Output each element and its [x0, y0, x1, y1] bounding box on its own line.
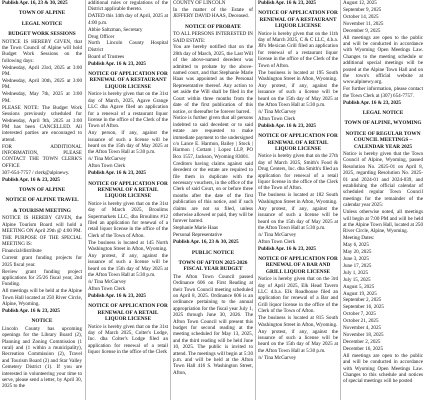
column-divider	[170, 0, 171, 400]
notice-text: The business is located at 195 South Washington Street in Afton, Wyoming.	[258, 69, 338, 82]
notice-text: Personal Representative	[173, 232, 223, 239]
notice-text: August 19, 2025	[343, 290, 377, 297]
notice-text: Any protest, if any, against the issuance of such a license will be heard on the 15th day of May 2025 at the Afton Town Hall at 5:30 p.m.	[258, 205, 338, 231]
publish-line: Publish Apr. 16 & 23, 2025	[88, 170, 146, 177]
notice-heading: TOWN OF ALPINE	[18, 10, 66, 17]
notice-text: The Afton Town Council passed Ordinance 606 on First Reading at their Town Council meeting scheduled on April 8, 2025. Ordinance 606 is an ordinance pertaining to the annual appropriation for the fiscal year July 1, 2025 through June 30, 2026. The Afton Town Council will present this budget for second reading at the meeting scheduled for May 13, 2025, and the third reading will be held June 10, 2025. The public is invited to attend. The meetings will begin at 5:30 p.m. and will be held at the Afton Town Hall 416 S. Washington Street, Afton,	[173, 273, 253, 376]
notice-text: Meeting Dates:	[343, 235, 375, 242]
notice-text: May 6, 2025	[343, 242, 369, 249]
notice-text: October 14, 2025	[343, 13, 379, 20]
notice-text: TO ALL PERSONS INTERESTED IN SAID ESTATE:	[173, 31, 253, 44]
notice-text: All meetings are open to the public and will be conducted in accordance with Wyoming Open Meetings Law. Changes to the meeting schedule or additional special meetings will be posted at the Alpine Town Hall and on the town's official website at www.alpinewy.org.	[343, 34, 423, 86]
notice-text: July 1, 2025	[343, 269, 369, 276]
notice-text: All meetings will be held at the Alpine Town Hall located at 250 River Circle, Alpine, Wyoming.	[2, 288, 82, 308]
notice-heading: NOTICE OF APPLICATION FOR RENEWAL OF A RETAIL LIQUOR LICENSE	[88, 180, 168, 200]
notice-heading: TOWN OF AFTON 2025-2026 FISCAL YEAR BUDGET	[178, 259, 248, 273]
notice-text: Afton Town Clerk	[258, 115, 296, 122]
column-3	[173, 0, 253, 400]
notice-text: /s/ Tina McGarvey	[88, 156, 127, 163]
notice-text: August 12, 2025	[343, 0, 377, 6]
notice-text: Afton Town Clerk	[258, 238, 296, 245]
notice-text: The business is located at 182 South Washington Street in Afton, Wyoming.	[258, 192, 338, 205]
notice-text: December 16, 2025	[343, 345, 384, 352]
notice-text: Notice is hereby given that on the 31st day of March, 2025, Agave Grange LLC dba Agave filed an application for a renewal of a restaurant liquor license in the office of the Clerk of the Town of Afton.	[88, 91, 168, 130]
publish-line: Publish Apr. 16 & 23, 2025	[258, 122, 316, 129]
notice-text: Abbie Saltzman, Secretary	[88, 26, 143, 33]
notice-text: The business is located at 145 North Washington Street in Afton, Wyoming.	[88, 239, 168, 253]
notice-text: November 4, 2025	[343, 325, 382, 332]
notice-heading: & TOURISM MEETING	[13, 207, 71, 214]
notice-text: Afton Town Clerk	[88, 286, 126, 293]
notice-text: The business is located at 815 South Washington Street in Afton, Wyoming.	[258, 315, 338, 328]
notice-text: Notice is hereby given that the Town Council of Alpine, Wyoming, passed Resolution No. 2025-01 on April 8, 2025, regarding Resolution No. 2025-01 and 2024-01 and 2024-039, and establishing the official calendar of scheduled regular Town Council meetings for the remainder of the calendar year 2025:	[343, 151, 423, 209]
notice-text: Any protest, if any, against the issuance of such a license will be heard on the 15th day of May 2025 at the Afton Town Hall at 5:30 p.m.	[258, 328, 338, 354]
notice-text: August 5, 2025	[343, 283, 375, 290]
notice-text: September 16, 2025	[343, 304, 384, 311]
column-4	[258, 0, 338, 400]
notice-text: Notice is hereby given that on the 31st day of March 2025, Broulims Supermarkets LLC, dba Broulims #12 filed an application for renewal of a retail liquor license in the office of the Clerk of the Town of Afton.	[88, 200, 168, 239]
notice-text: COUNTY OF LINCOLN	[173, 0, 226, 6]
notice-text: /s/ Tina McGarvey	[258, 231, 297, 238]
publish-line: Publish Apr. 16, 23 & 30, 2025	[2, 0, 68, 6]
notice-heading: TOWN OF ALPINE, WYOMING	[344, 120, 422, 127]
notice-text: June 3, 2025	[343, 256, 369, 263]
notice-text: Notice is hereby given that on the 31st day of March 2025, Colter's Lodge, Inc. dba Colter's Lodge filed an application for renewal of a retail liquor license in the office of the Clerk	[88, 323, 168, 356]
publish-line: Publish Apr. 16 & 23, 2025	[343, 99, 401, 106]
notice-text: December 2, 2025	[343, 338, 381, 345]
notice-heading: NOTICE OF APPLICATION FOR RENEWAL OF A RETAIL LIQUOR LICENSE	[88, 303, 168, 323]
notice-text: additional rules or regulations of the District applicable thereto.	[88, 0, 168, 13]
notice-text: For further information, please contact the Town Clerk at (307) 654-7757.	[343, 86, 423, 99]
notice-text: Any person, if any, against the issuance of such a license will be heard on the 15th day of May 2025 at the Afton Town Hall at 5:30 p.m.	[88, 130, 168, 156]
notice-text: Wednesday, April 23rd, 2025 at 3:00 PM.	[2, 64, 82, 78]
notice-text: DATED this 14th day of April, 2025 at 4:00 p.m.	[88, 13, 168, 26]
column-1	[2, 0, 82, 400]
notice-text: Creditors having claims against said decedent or the estate are required to file them in duplicate with the necessary vouchers, in the office of the Clerk of said Court, on or before three months after the date of the first publication of this notice, and if such claims are not so filed, unless otherwise allowed or paid, they will be forever barred.	[173, 160, 253, 225]
notice-text: Wednesday, April 30th, 2025 at 3:00 PM.	[2, 78, 82, 91]
column-divider	[255, 0, 256, 400]
notice-text: Stephanie Marie Haas	[173, 225, 218, 232]
notice-heading: PUBLIC NOTICE	[191, 249, 235, 256]
notice-text: June 17, 2025	[343, 262, 372, 269]
notice-text: FOR ADDITIONAL INFORMATION, PLEASE CONTACT THE TOWN CLERK'S OFFICE	[2, 143, 82, 169]
notice-heading: TOWN OF ALPINE	[18, 187, 66, 194]
notice-text: May 20, 2025	[343, 249, 372, 256]
notice-text: NOTICE IS HEREBY GIVEN, the Alpine Tourism Board will hold a MEETING ON April 29th @ 4:00 PM.	[2, 215, 82, 235]
publish-line: Publish Apr. 16 & 23, 2025	[88, 60, 146, 67]
notice-heading: NOTICE	[31, 318, 53, 325]
notice-text: Notice is hereby given that on the 3rd day of April 2025, Elk Head Tavern LLC d.b.a. Elk Roadhouse filed an application for renewal of a Bar and Grill liquor license in the office of the Clerk of the Town of Afton.	[258, 276, 338, 315]
publish-line: Publish Apr. 16 & 23, 2025	[258, 0, 316, 6]
notice-text: Any protest, if any, against the issuance of such a license will be heard on the 15th day of May 2025 at the Afton Town Hall at 5:30 p.m.	[88, 253, 168, 279]
notice-text: Lincoln County has upcoming openings for the Library Board (2), Planning and Zoning Commission (1 rural) and (1 within a municipality), Recreation Commission (2), Travel and Tourism Board (2) and Star Valley Cemetery District (1). If you are interested in volunteering your time to serve, please send a letter, by April 30, 2025 to the	[2, 325, 82, 390]
notice-text: Unless otherwise noted, all meetings will begin at 7:00 PM and will be held at the Alpine Town Hall, located at 250 River Circle, Alpine, Wyoming.	[343, 209, 423, 235]
notice-text: Board of Trustees	[88, 53, 125, 60]
notice-heading: NOTICE OF APPLICATION FOR RENEWAL OF A RESTAURANT LIQUOR LICENSE	[88, 71, 168, 90]
notice-text: Review grant funding project applications for 25/26 fiscal year, 2nd Funding.	[2, 268, 82, 288]
column-2	[88, 0, 168, 400]
notice-text: October 7, 2025	[343, 311, 376, 318]
notice-text: Financial/distribute	[2, 248, 42, 255]
notice-text: 307-654-7757 / clerk@alpinewy.	[2, 169, 70, 176]
notice-text: September 9, 2025	[343, 6, 382, 13]
notice-text: PLEASE NOTE: The Budget Work Sessions previously scheduled for Wednesday, April 9th, 2025 at 3:00 PM has been CANCELLED. All interested parties are encouraged to attend.	[2, 104, 82, 143]
notice-text: /s/ Tina McGarvey	[258, 354, 297, 361]
publish-line: Publish Apr. 16 & 23, 2025	[258, 245, 316, 252]
notice-text: THE PURPOSE OF THE SPECIAL MEETING IS:	[2, 235, 82, 248]
notice-heading: LEGAL NOTICE	[362, 110, 404, 116]
notice-text: You are hereby notified that on the 28th day of March, 2025, the Last Will of the above-named decedent was admitted to probate by the above-named court, and that Stephanie Marie Haas was appointed as the Personal Representative thereof. Any action to set aside the Will shall be filed in the Court within three months from the date of the first publication of this notice, or thereafter be forever barred.	[173, 44, 253, 115]
notice-heading: LEGAL NOTICE	[21, 20, 63, 27]
notice-heading: NOTICE OF APPLICATION FOR RENEWAL OF A RESTAURANT LIQUOR LICENSE	[258, 10, 338, 30]
notice-heading: NOTICE OF REGULAR TOWN COUNCIL MEETINGS – CALENDAR YEAR 2025	[345, 130, 421, 150]
notice-text: NOTICE IS HEREBY GIVEN, that the Town Council of Alpine will hold Budget Work Sessions on the following days:	[2, 38, 82, 64]
notice-heading: NOTICE OF PROBATE	[185, 23, 241, 30]
notice-text: Current grant funding projects for 2025 fiscal year.	[2, 255, 82, 268]
notice-text: July 15, 2025	[343, 276, 371, 283]
notice-text: Notice is further given that all persons indebted to said decedent or to said estate are requested to make immediate payment to the undersigned c/o Lance E. Harmon, Bailey | Stock | Harmon | Cottam | Lopez LLP, PO Box 1557, Jackson, Wyoming 83001.	[173, 115, 253, 160]
publish-line: Publish Apr. 16 & 23, 2025	[2, 307, 60, 314]
notice-text: /s/ Tina McGarvey	[88, 279, 127, 286]
notice-text: In the matter of the Estate of JEFFERY DAVID HAAS, Deceased.	[173, 6, 253, 20]
publish-line: Publish Apr. 16, 23 & 30, 2025	[173, 239, 239, 246]
notice-text: November 18, 2025	[343, 332, 384, 338]
notice-heading: NOTICE OF APPLICATION FOR RENEWAL OF A RETAIL LIQUOR LICENSE	[258, 133, 338, 153]
notice-text: Any protest, if any, against the issuance of such a license will be heard on the 15th day of May 2025 at the Afton Town Hall at 5:30 p.m.	[258, 82, 338, 109]
notice-text: Drug Officer	[88, 33, 115, 40]
notice-text: Wednesday, May 7th, 2025 at 3:00 PM.	[2, 91, 82, 104]
publish-line: Publish Apr. 16 & 23, 2025	[2, 176, 60, 183]
notice-text: North Lincoln County Hospital District	[88, 40, 168, 53]
notice-text: Notice is hereby given that on the 11th day of March 2025, C & C LLC, d.b.a. JB's Mexican Grill filed an application for renewal of a restaurant liquor license in the office of the Clerk of the Town of Afton.	[258, 30, 338, 69]
notice-text: All meetings are open to the public and will be conducted in accordance with Wyoming Open Meetings Law. Changes to this schedule and notices of special meetings will be posted	[343, 352, 423, 385]
publish-line: Publish Apr. 16 & 23, 2025	[88, 292, 146, 299]
notice-text: December 9, 2025	[343, 27, 381, 34]
notice-text: November 11, 2025	[343, 20, 384, 27]
notice-text: September 2, 2025	[343, 297, 382, 304]
column-divider	[85, 0, 86, 400]
notice-heading: NOTICE OF ALPINE TRAVEL	[5, 197, 79, 204]
notice-text: Notice is hereby given that on the 27th day of March 2025, Smith's Food & Drug Centers, Inc. dba Smith's filed an application for renewal of a retail liquor license in the office of the Clerk of the Town of Afton.	[258, 153, 338, 192]
column-divider	[340, 0, 341, 400]
notice-heading: NOTICE OF APPLICATION FOR RENEWAL OF A BAR AND GRILL LIQUOR LICENSE	[258, 256, 338, 275]
column-5	[343, 0, 423, 400]
notice-text: /s/ Tina McGarvey	[258, 109, 297, 115]
notice-text: October 21, 2025	[343, 318, 379, 325]
notice-text: Afton Town Clerk	[88, 163, 126, 170]
notice-heading: BUDGET WORK SESSIONS	[8, 31, 76, 38]
